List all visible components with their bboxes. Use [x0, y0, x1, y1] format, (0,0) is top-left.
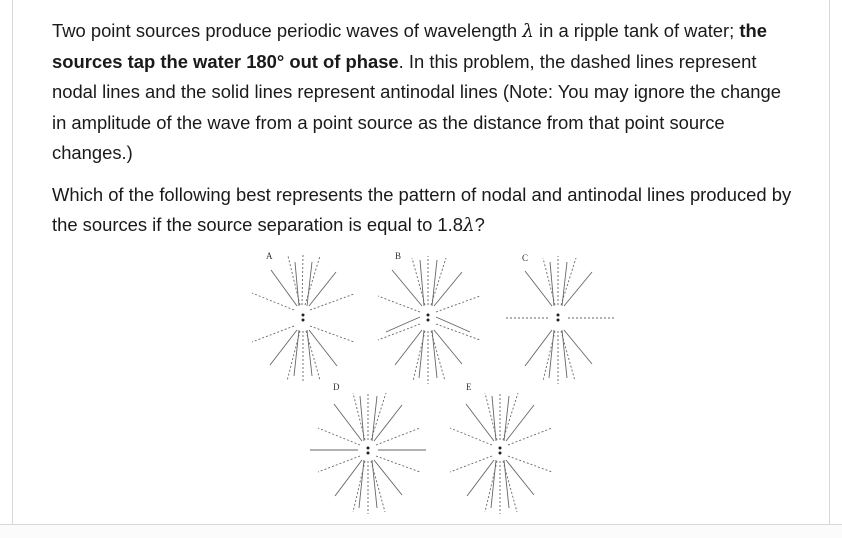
option-c-diagram[interactable] [504, 253, 614, 384]
emphasis-out-of-phase: the sources tap the water 180° out of phase [52, 20, 767, 73]
option-b-diagram[interactable] [378, 251, 480, 384]
problem-statement: Two point sources produce periodic waves of wavelength λ in a ripple tank of water; the sources tap the water 180° out of phase. In this problem, the dashed lines represent nodal lines and the solid lines represent antinodal lines (Note: You may ignore the change in amplitude of the wave from a point source as the distance from that point source changes.) [52, 20, 781, 163]
option-e-diagram[interactable] [450, 382, 552, 514]
option-d-label: D [333, 382, 340, 392]
option-e-label: E [466, 382, 472, 392]
option-a-diagram[interactable] [252, 251, 354, 383]
option-a-label: A [266, 251, 273, 261]
option-b-label: B [395, 251, 402, 261]
option-c-label: C [522, 253, 529, 263]
option-d-diagram[interactable] [310, 382, 426, 514]
question-text: Which of the following best represents the pattern of nodal and antinodal lines produced by the sources if the source separation is equal to 1.8λ? [52, 184, 792, 237]
